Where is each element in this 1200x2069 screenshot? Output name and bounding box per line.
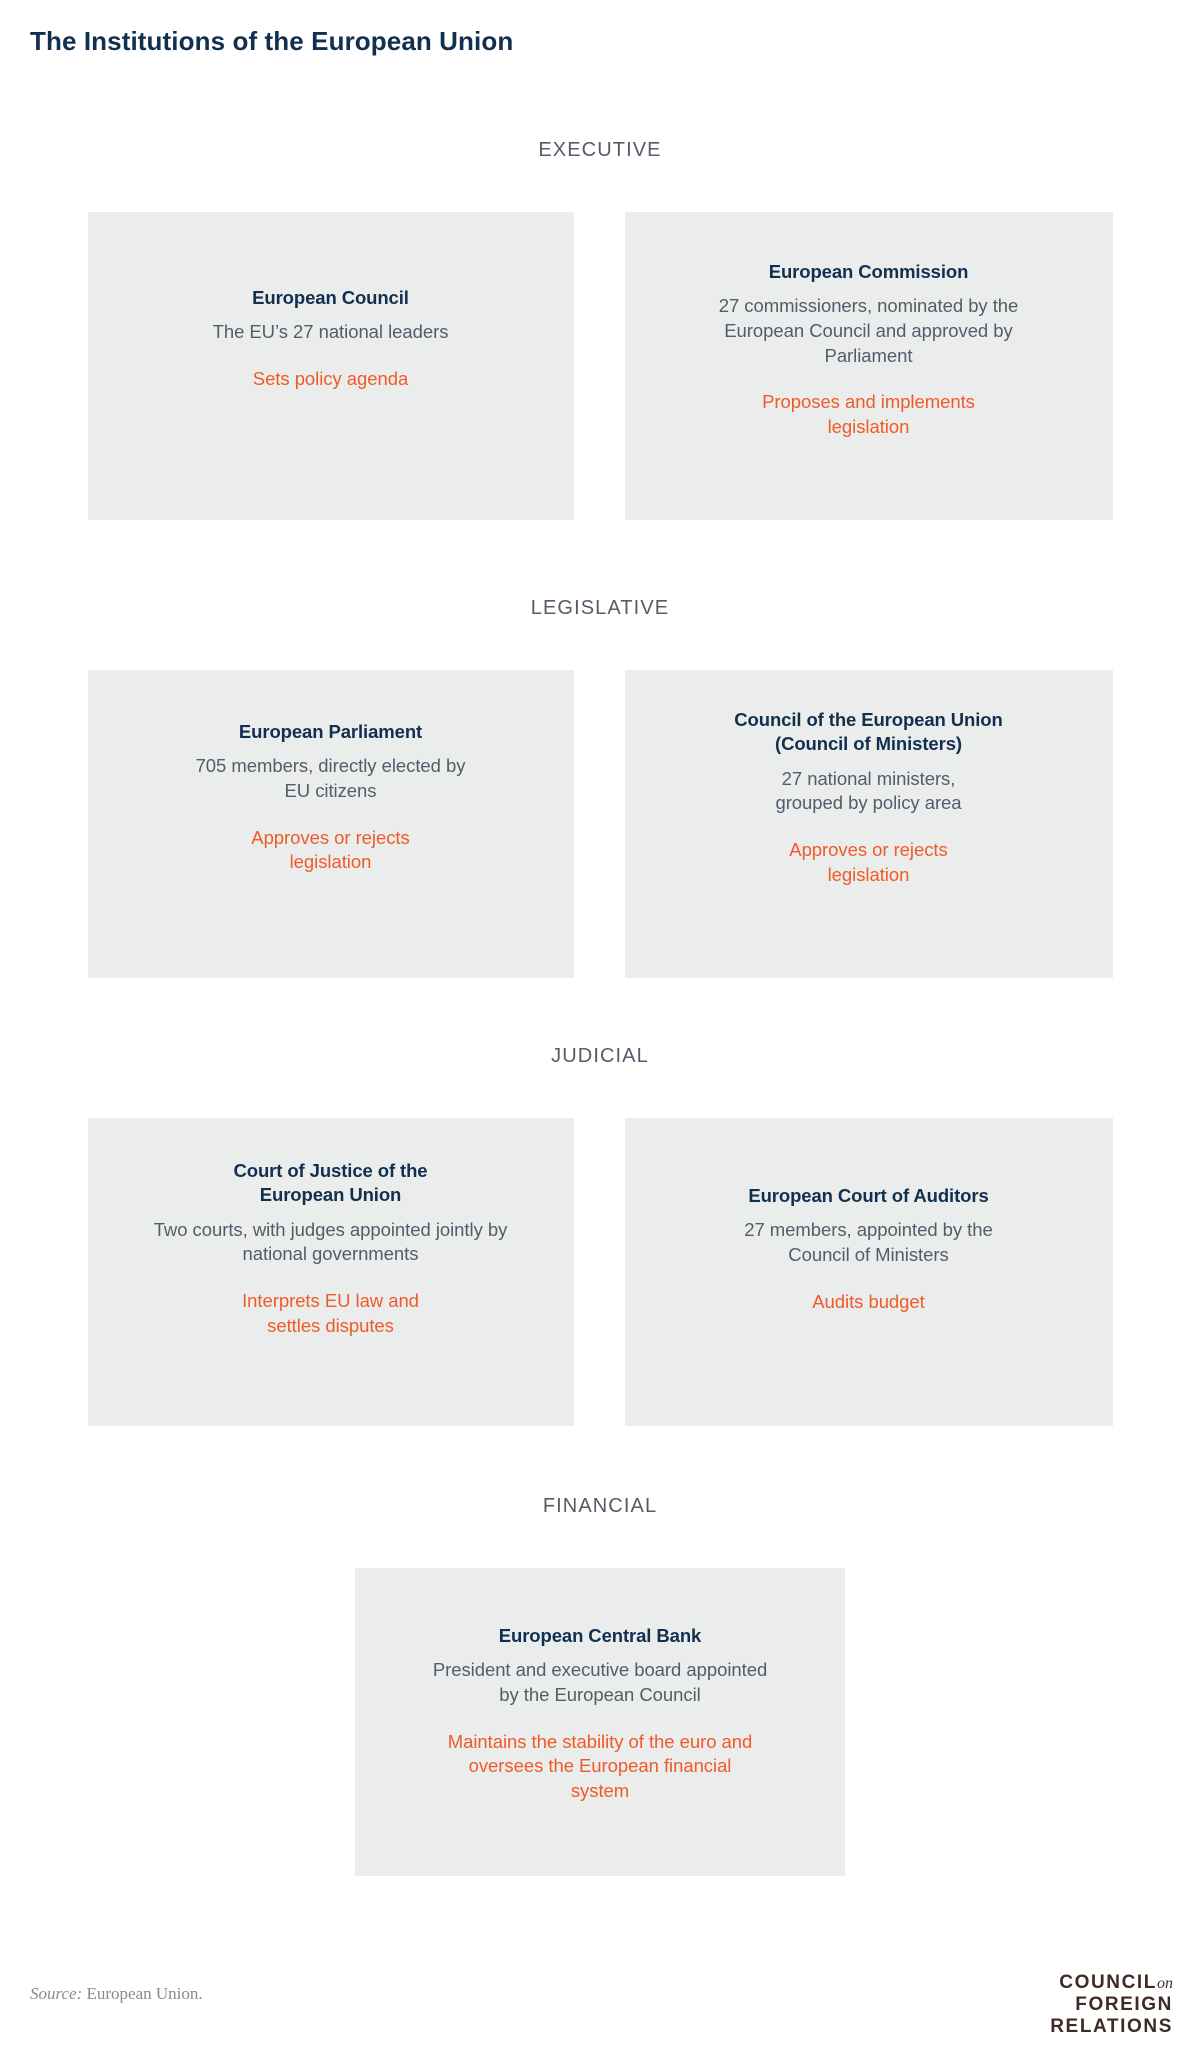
card-role: Maintains the stability of the euro and oversees the European financial system [447, 1730, 753, 1801]
cfr-logo-line-2: FOREIGN [1075, 1994, 1173, 2016]
card-european-court-of-auditors[interactable] [625, 1118, 1113, 1426]
section-label-financial: FINANCIAL [542, 1495, 658, 1517]
cfr-logo-line-3: RELATIONS [1050, 2016, 1173, 2038]
card-description: 27 commissioners, nominated by the European Council and approved by Parliament [718, 295, 1019, 366]
card-title: Court of Justice of the European Union [233, 1160, 428, 1206]
section-label-legislative: LEGISLATIVE [530, 597, 670, 619]
source-note [30, 1984, 203, 2004]
source-label: Source: [30, 1984, 83, 2003]
card-title: European Central Bank [498, 1625, 702, 1646]
card-european-commission[interactable] [625, 212, 1113, 520]
card-european-council[interactable] [88, 212, 574, 520]
cfr-logo-council-text: COUNCIL [1059, 1972, 1157, 1993]
card-european-parliament[interactable] [88, 670, 574, 978]
page-title: The Institutions of the European Union [30, 26, 514, 56]
card-role: Interprets EU law and settles disputes [242, 1290, 419, 1336]
section-legislative [0, 598, 1200, 978]
card-european-central-bank[interactable] [355, 1568, 845, 1876]
card-description: President and executive board appointed by the European Council [432, 1659, 768, 1705]
section-judicial [0, 1046, 1200, 1426]
card-role: Approves or rejects legislation [789, 839, 948, 885]
card-title: European Court of Auditors [748, 1185, 989, 1206]
cards-row-judicial [0, 1118, 1200, 1426]
card-title: European Council [252, 287, 409, 308]
cards-row-executive [0, 212, 1200, 520]
cfr-logo-on-text: on [1157, 1975, 1173, 1992]
section-financial [0, 1496, 1200, 1876]
card-description: Two courts, with judges appointed jointly by national governments [153, 1218, 508, 1265]
card-council-of-the-european-union[interactable] [625, 670, 1113, 978]
card-title: European Parliament [238, 721, 423, 742]
cards-row-legislative [0, 670, 1200, 978]
card-title: Council of the European Union (Council of Ministers) [734, 709, 1003, 755]
section-executive [0, 140, 1200, 520]
card-description: 705 members, directly elected by EU citizens [195, 755, 466, 801]
card-role: Approves or rejects legislation [251, 826, 410, 873]
source-value: European Union. [86, 1984, 203, 2003]
card-court-of-justice-of-the-european-union[interactable] [88, 1118, 574, 1426]
section-label-judicial: JUDICIAL [551, 1045, 649, 1067]
card-description: 27 national ministers, grouped by policy area [775, 767, 962, 814]
cards-row-financial [0, 1568, 1200, 1876]
card-role: Audits budget [812, 1290, 925, 1312]
card-role: Proposes and implements legislation [762, 391, 975, 437]
card-description: The EU’s 27 national leaders [212, 321, 449, 343]
cfr-logo [1050, 1972, 1173, 2039]
card-role: Sets policy agenda [252, 368, 409, 389]
card-title: European Commission [768, 261, 969, 282]
section-label-executive: EXECUTIVE [538, 139, 662, 161]
card-description: 27 members, appointed by the Council of Ministers [744, 1219, 993, 1265]
cfr-logo-line-1 [1050, 1972, 1173, 1994]
